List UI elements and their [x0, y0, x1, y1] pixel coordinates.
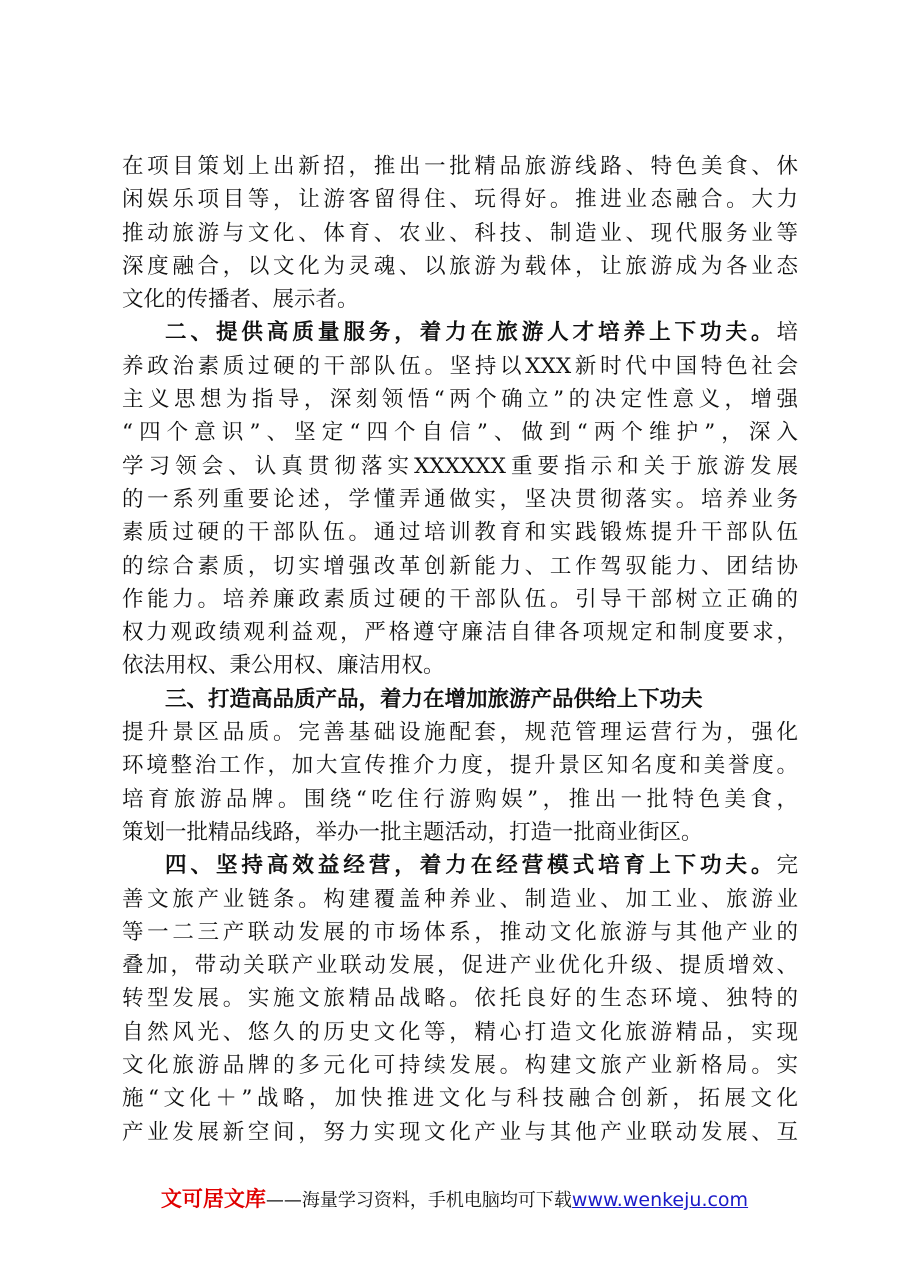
text-line: 提升景区品质。完善基础设施配套，规范管理运营行为，强化	[122, 720, 798, 746]
text-line: 推动旅游与文化、体育、农业、科技、制造业、现代服务业等	[122, 220, 798, 246]
text-line: 的综合素质，切实增强改革创新能力、工作驾驭能力、团结协	[122, 553, 798, 579]
document-body	[122, 150, 798, 1149]
paragraph-4	[122, 849, 798, 1149]
text-line: 转型发展。实施文旅精品战略。依托良好的生态环境、独特的	[122, 986, 798, 1012]
heading-line	[122, 849, 798, 882]
paragraph-1	[122, 150, 798, 316]
section-heading: 四、坚持高效益经营，着力在经营模式培育上下功夫。	[165, 853, 777, 879]
section-heading: 三、打造高品质产品，着力在增加旅游产品供给上下功夫	[165, 686, 703, 712]
footer-brand: 文可居文库	[160, 1187, 266, 1211]
text-line: 环境整治工作，加大宣传推介力度，提升景区知名度和美誉度。	[122, 753, 798, 779]
text-line: 培育旅游品牌。围绕“吃住行游购娱”，推出一批特色美食，	[122, 786, 798, 812]
text-run: 完	[776, 853, 798, 879]
text-line: 施“文化＋”战略，加快推进文化与科技融合创新，拓展文化	[122, 1086, 798, 1112]
text-line: 依法用权、秉公用权、廉洁用权。	[122, 653, 445, 679]
text-line: 养政治素质过硬的干部队伍。坚持以XXX新时代中国特色社会	[122, 353, 798, 379]
text-line: 主义思想为指导，深刻领悟“两个确立”的决定性意义，增强	[122, 387, 798, 413]
text-line: 深度融合，以文化为灵魂、以旅游为载体，让旅游成为各业态	[122, 253, 798, 279]
footer-text: ——海量学习资料，手机电脑均可下载	[265, 1190, 572, 1211]
footer-link[interactable]: www.wenkeju.com	[571, 1189, 749, 1211]
heading-line	[122, 316, 798, 349]
text-line: 叠加，带动关联产业联动发展，促进产业优化升级、提质增效、	[122, 953, 798, 979]
text-line: 自然风光、悠久的历史文化等，精心打造文化旅游精品，实现	[122, 1019, 798, 1045]
text-line: 策划一批精品线路，举办一批主题活动，打造一批商业街区。	[122, 819, 703, 845]
text-line: 文化的传播者、展示者。	[122, 287, 359, 313]
text-line: 作能力。培养廉政素质过硬的干部队伍。引导干部树立正确的	[122, 586, 798, 612]
text-run: 培	[776, 320, 798, 346]
heading-line	[122, 683, 798, 716]
text-line: 文化旅游品牌的多元化可持续发展。构建文旅产业新格局。实	[122, 1053, 798, 1079]
paragraph-3	[122, 683, 798, 849]
text-line: 素质过硬的干部队伍。通过培训教育和实践锻炼提升干部队伍	[122, 520, 798, 546]
text-line: 善文旅产业链条。构建覆盖种养业、制造业、加工业、旅游业	[122, 886, 798, 912]
text-line: 学习领会、认真贯彻落实XXXXXX重要指示和关于旅游发展	[122, 453, 798, 479]
section-heading: 二、提供高质量服务，着力在旅游人才培养上下功夫。	[165, 320, 777, 346]
paragraph-2	[122, 316, 798, 682]
text-line: 权力观政绩观利益观，严格遵守廉洁自律各项规定和制度要求，	[122, 620, 798, 646]
text-line: 的一系列重要论述，学懂弄通做实，坚决贯彻落实。培养业务	[122, 486, 798, 512]
text-line: 等一二三产联动发展的市场体系，推动文化旅游与其他产业的	[122, 919, 798, 945]
text-line: 闲娱乐项目等，让游客留得住、玩得好。推进业态融合。大力	[122, 187, 798, 213]
footer-banner	[0, 1183, 909, 1213]
text-line: 产业发展新空间，努力实现文化产业与其他产业联动发展、互	[122, 1119, 798, 1145]
text-line: “四个意识”、坚定“四个自信”、做到“两个维护”，深入	[122, 420, 798, 446]
text-line: 在项目策划上出新招，推出一批精品旅游线路、特色美食、休	[122, 154, 798, 179]
